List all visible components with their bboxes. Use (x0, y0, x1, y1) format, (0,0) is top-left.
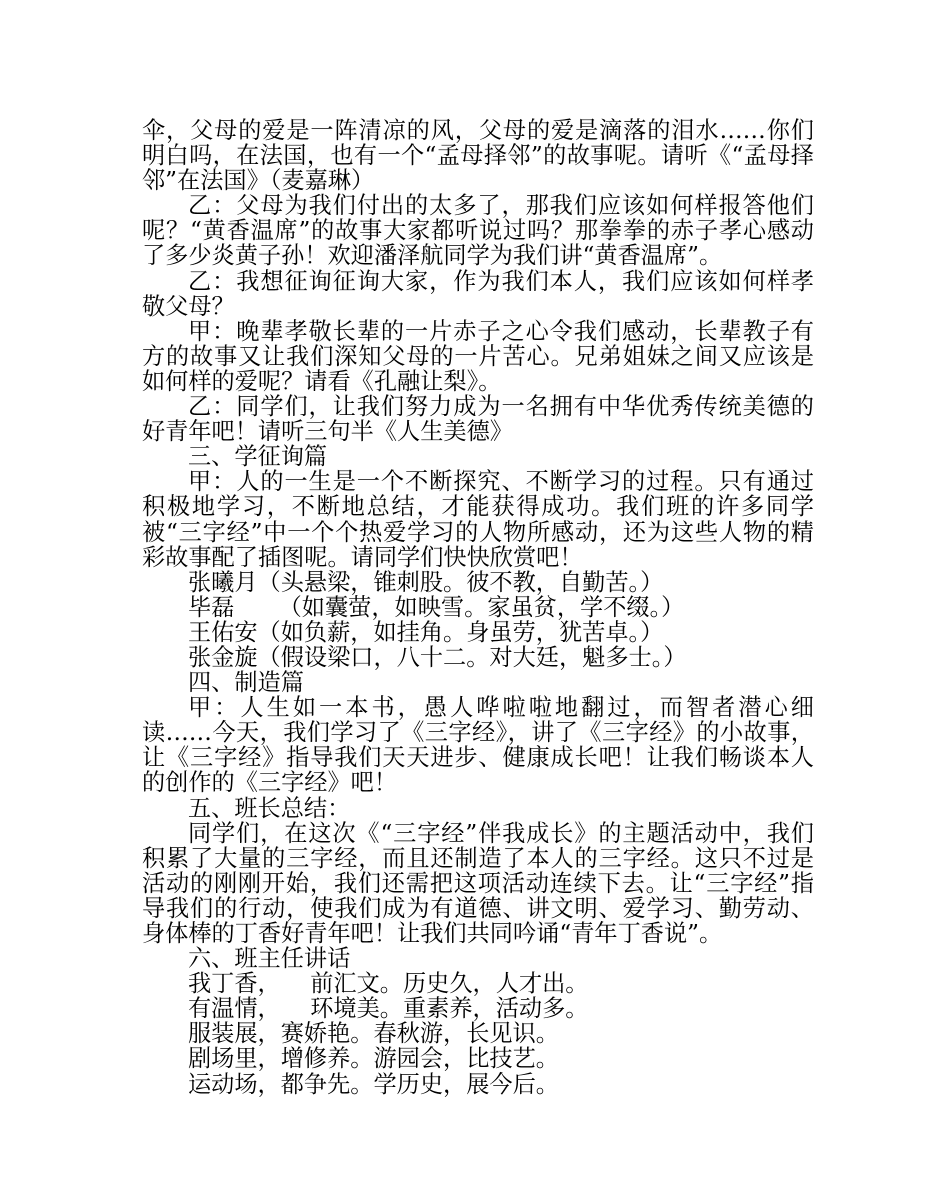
verse-line: 张曦月（头悬梁，锥刺股。彼不教，自勤苦。） (188, 568, 664, 596)
verse-line: 运动场，都争先。学历史，展今后。 (188, 1070, 559, 1098)
paragraph-7: 甲：人生如一本书，愚人哗啦啦地翻过，而智者潜心细读……今天，我们学习了《三字经》，讲了《三字经》的小故事，让《三字经》指导我们天天进步、健康成长吧！让我们畅谈本人的创作的《三字经》吧！ (142, 694, 814, 797)
paragraph-3: 乙：我想征询征询大家，作为我们本人，我们应该如何样孝敬父母？ (142, 267, 814, 320)
verse-line: 毕磊 （如囊萤，如映雪。家虽贫，学不缀。） (188, 593, 685, 621)
section-heading-study: 三、学征询篇 (188, 443, 328, 471)
verse-line: 剧场里，增修养。游园会，比技艺。 (188, 1045, 559, 1073)
paragraph-4: 甲：晚辈孝敬长辈的一片赤子之心令我们感动，长辈教子有方的故事又让我们深知父母的一片苦心。兄弟姐妹之间又应该是如何样的爱呢？请看《孔融让梨》。 (142, 317, 814, 395)
paragraph-5: 乙：同学们，让我们努力成为一名拥有中华优秀传统美德的好青年吧！请听三句半《人生美德》 (142, 393, 814, 446)
section-heading-summary: 五、班长总结： (188, 794, 351, 822)
section-heading-teacher: 六、班主任讲话 (188, 945, 351, 973)
paragraph-1: 伞，父母的爱是一阵清凉的风，父母的爱是滴落的泪水……你们明白吗，在法国，也有一个“孟母择邻”的故事呢。请听《“孟母择邻”在法国》（麦嘉琳） (142, 117, 814, 195)
verse-line: 张金旋（假设梁口，八十二。对大廷，魁多士。） (188, 643, 687, 671)
paragraph-6: 甲：人的一生是一个不断探究、不断学习的过程。只有通过积极地学习，不断地总结，才能获得成功。我们班的许多同学被“三字经”中一个个热爱学习的人物所感动，还为这些人物的精彩故事配了插图呢。请同学们快快欣赏吧！ (142, 468, 814, 571)
document-body (142, 118, 814, 1097)
section-heading-create: 四、制造篇 (188, 669, 304, 697)
verse-line: 王佑安（如负薪，如挂角。身虽劳，犹苦卓。） (188, 618, 664, 646)
paragraph-8: 同学们，在这次《“三字经”伴我成长》的主题活动中，我们积累了大量的三字经，而且还制造了本人的三字经。这只不过是活动的刚刚开始，我们还需把这项活动连续下去。让“三字经”指导我们的行动，使我们成为有道德、讲文明、爱学习、勤劳动、身体棒的丁香好青年吧！让我们共同吟诵“青年丁香说”。 (142, 819, 814, 947)
verse-line: 我丁香， 前汇文。历史久，人才出。 (188, 970, 589, 998)
verse-line: 服装展，赛娇艳。春秋游，长见识。 (188, 1020, 559, 1048)
verse-line: 有温情， 环境美。重素养，活动多。 (188, 995, 589, 1023)
paragraph-2: 乙：父母为我们付出的太多了，那我们应该如何样报答他们呢？“黄香温席”的故事大家都听说过吗？那拳拳的赤子孝心感动了多少炎黄子孙！欢迎潘泽航同学为我们讲“黄香温席”。 (142, 192, 814, 270)
